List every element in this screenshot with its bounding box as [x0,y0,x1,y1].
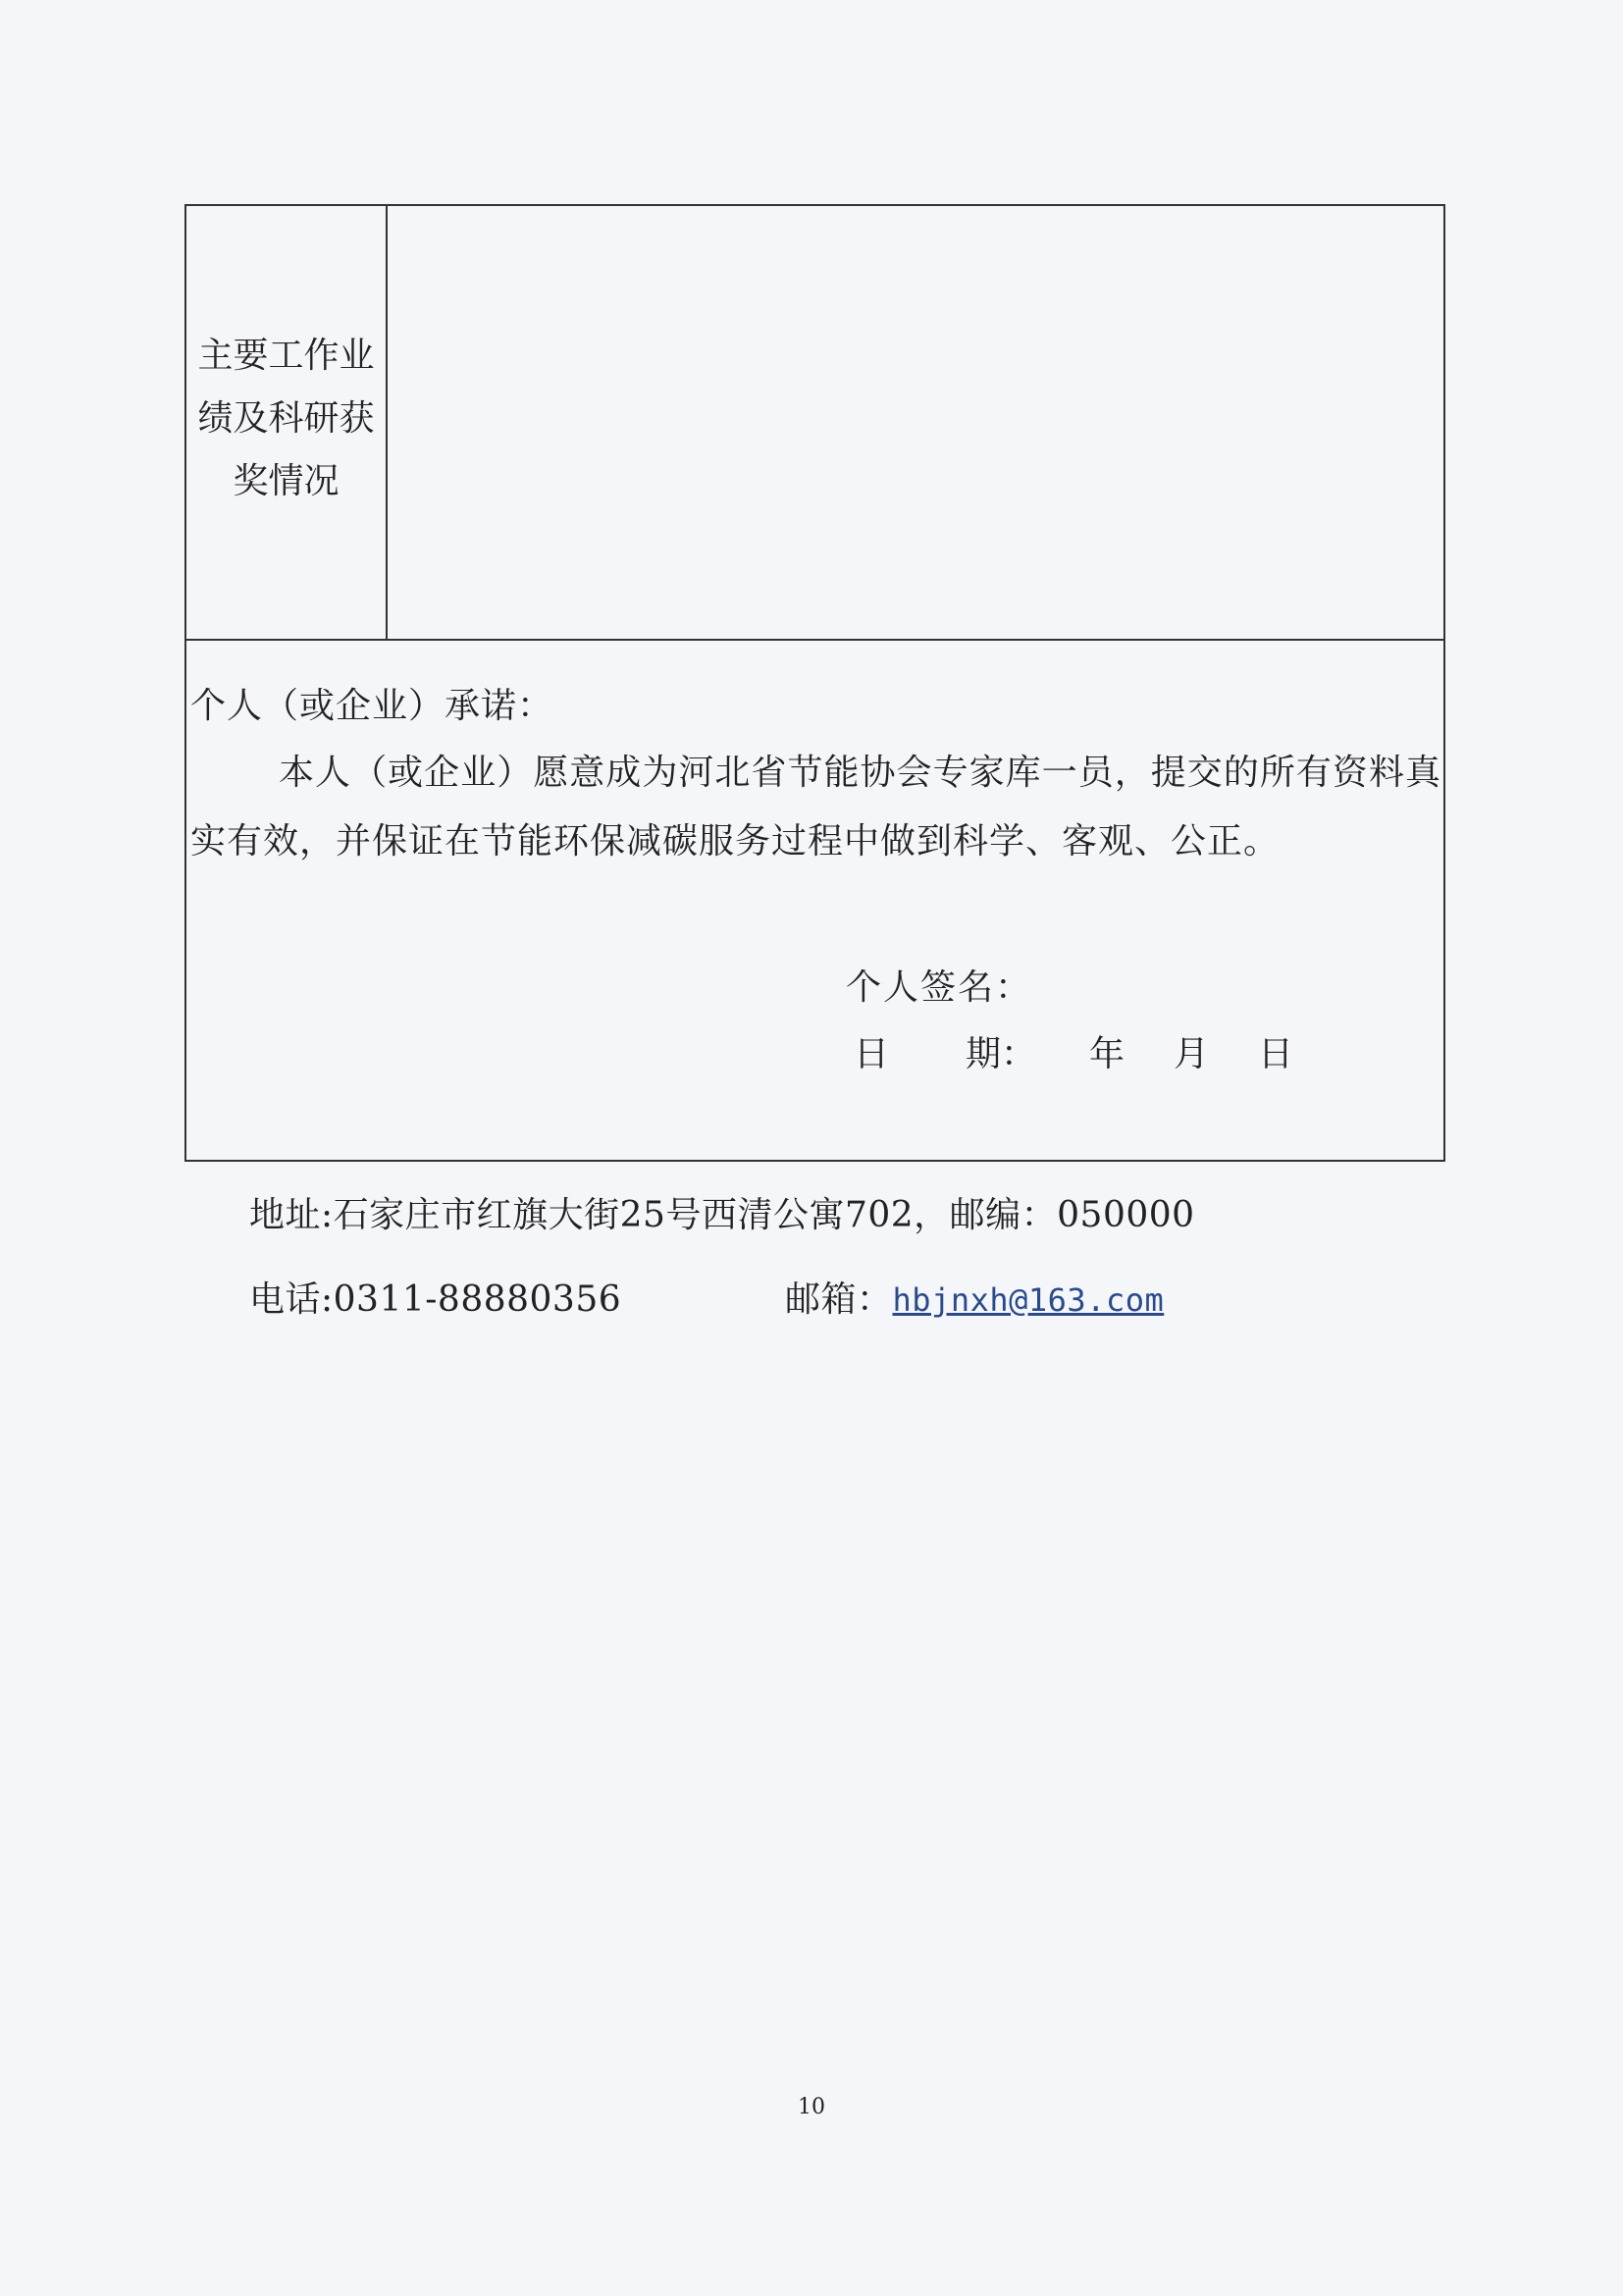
achievements-label-line: 主要工作业 [197,335,375,376]
achievements-label-line: 奖情况 [233,460,340,501]
achievements-row [186,206,1443,641]
pledge-row [186,641,1443,1160]
page-number: 10 [798,2095,825,2119]
email-link[interactable]: hbjnxh@163.com [892,1281,1165,1319]
achievements-label [188,325,385,513]
pledge-heading: 个人（或企业）承诺： [190,686,554,726]
date-label-char: 日 [854,1034,890,1074]
date-label-char: 期： [965,1034,1036,1074]
date-row [854,1026,1293,1076]
pledge-body: 本人（或企业）愿意成为河北省节能协会专家库一员，提交的所有资料真实有效，并保证在节能环保减碳服务过程中做到科学、客观、公正。 [190,753,1441,861]
footer-email [785,1272,1164,1322]
email-label: 邮箱： [785,1279,893,1320]
application-form-table [184,204,1445,1162]
month-label: 月 [1174,1034,1210,1074]
footer-phone: 电话:0311-88880356 [249,1279,622,1320]
day-label: 日 [1258,1034,1294,1074]
achievements-label-line: 绩及科研获 [197,397,375,439]
achievements-content-cell[interactable] [388,206,1443,639]
footer-address: 地址:石家庄市红旗大街25号西清公寓702，邮编：050000 [249,1195,1195,1235]
signature-label: 个人签名： [846,967,1033,1008]
date-label [854,1026,1060,1076]
achievements-label-cell [186,206,388,639]
year-label: 年 [1089,1034,1126,1074]
